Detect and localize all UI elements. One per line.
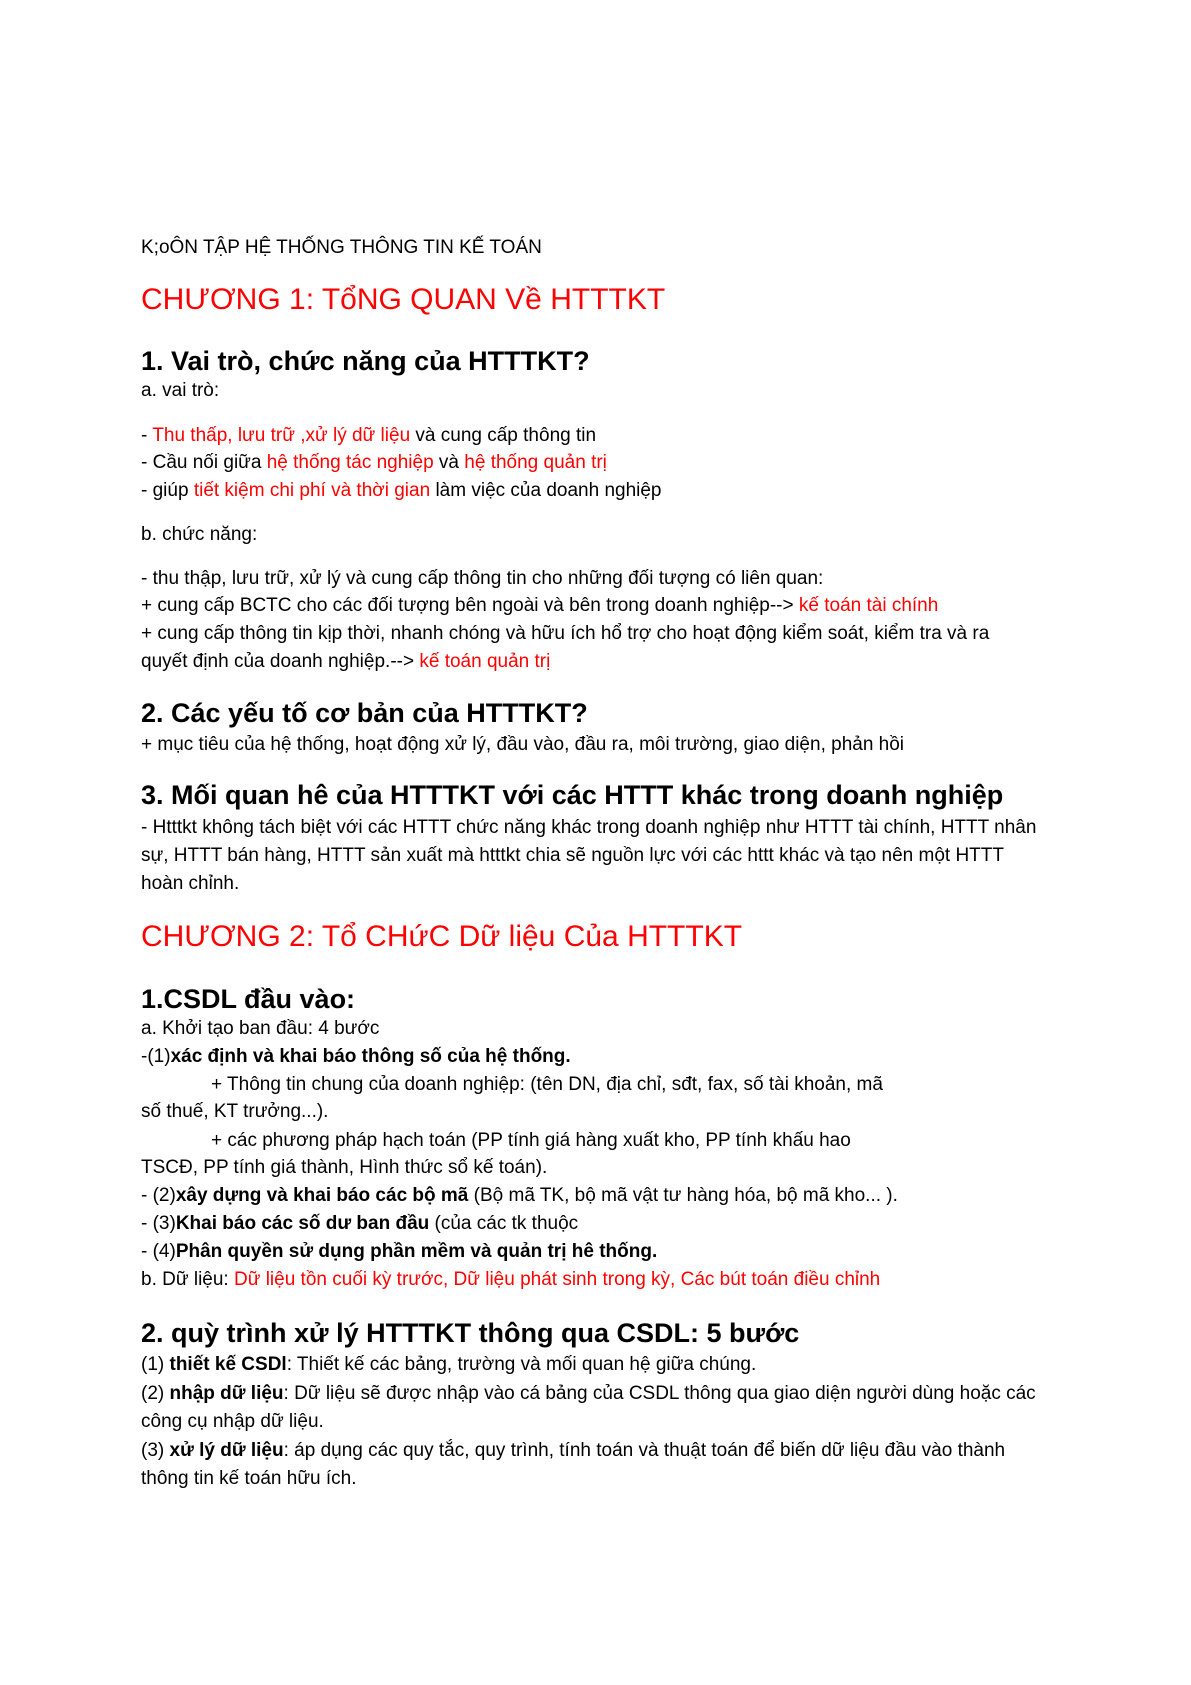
role-item-1: - Thu thấp, lưu trữ ,xử lý dữ liệu và cung cấp thông tin	[141, 425, 597, 446]
relation-line-2: sự, HTTT bán hàng, HTTT sản xuất mà htttkt chia sẽ nguồn lực với các httt khác và tạo nên một HTTT	[141, 845, 1004, 866]
role-label: a. vai trò:	[141, 380, 220, 401]
function-item-3-cont: quyết định của doanh nghiệp.--> kế toán quản trị	[141, 651, 551, 672]
init-step-1: -(1)xác định và khai báo thông số của hệ thống.	[141, 1046, 571, 1067]
init-step-4: - (4)Phân quyền sử dụng phần mềm và quản trị hê thống.	[141, 1241, 658, 1262]
function-item-2: + cung cấp BCTC cho các đối tượng bên ngoài và bên trong doanh nghiệp--> kế toán tài chính	[141, 595, 939, 616]
process-step-3: (3) xử lý dữ liệu: áp dụng các quy tắc, quy trình, tính toán và thuật toán để biến dữ liệu đầu vào thành	[141, 1440, 1006, 1461]
process-step-2: (2) nhập dữ liệu: Dữ liệu sẽ được nhập vào cá bảng của CSDL thông qua giao diện người dùng hoặc các	[141, 1383, 1036, 1404]
process-step-2-cont: công cụ nhập dữ liệu.	[141, 1411, 324, 1432]
section-2-1-heading: 1.CSDL đầu vào:	[141, 984, 356, 1014]
data-types-line: b. Dữ liệu: Dữ liệu tồn cuối kỳ trước, Dữ liệu phát sinh trong kỳ, Các bút toán điều chỉnh	[141, 1269, 881, 1290]
init-step-1-detail-b: + các phương pháp hạch toán (PP tính giá hàng xuất kho, PP tính khấu hao	[211, 1130, 851, 1151]
section-1-2-heading: 2. Các yếu tố cơ bản của HTTTKT?	[141, 698, 588, 728]
init-step-3: - (3)Khai báo các số dư ban đầu (của các tk thuộc	[141, 1213, 579, 1234]
process-step-1: (1) thiết kế CSDl: Thiết kế các bảng, trường và mối quan hệ giữa chúng.	[141, 1354, 757, 1375]
init-step-1-detail-a-cont: số thuế, KT trưởng...).	[141, 1101, 329, 1122]
chapter-2-title: CHƯƠNG 2: Tổ CHứC Dữ liệu Của HTTTKT	[141, 920, 743, 953]
init-step-1-detail-a: + Thông tin chung của doanh nghiệp: (tên DN, địa chỉ, sđt, fax, số tài khoản, mã	[211, 1074, 883, 1095]
section-2-2-heading: 2. quỳ trình xử lý HTTTKT thông qua CSDL: 5 bước	[141, 1318, 800, 1348]
process-step-3-cont: thông tin kế toán hữu ích.	[141, 1468, 357, 1489]
function-item-1: - thu thập, lưu trữ, xử lý và cung cấp thông tin cho những đối tượng có liên quan:	[141, 568, 824, 589]
function-label: b. chức năng:	[141, 524, 258, 545]
relation-line-1: - Htttkt không tách biệt với các HTTT chức năng khác trong doanh nghiệp như HTTT tài chính, HTTT nhân	[141, 817, 1037, 838]
chapter-1-title: CHƯƠNG 1: TổNG QUAN Về HTTTKT	[141, 283, 666, 316]
role-item-2: - Cầu nối giữa hệ thống tác nghiệp và hệ thống quản trị	[141, 452, 607, 473]
section-1-3-heading: 3. Mối quan hê của HTTTKT với các HTTT khác trong doanh nghiệp	[141, 780, 1004, 810]
function-item-3: + cung cấp thông tin kịp thời, nhanh chóng và hữu ích hổ trợ cho hoạt động kiểm soát, kiểm tra và ra	[141, 623, 990, 644]
relation-line-3: hoàn chỉnh.	[141, 873, 240, 894]
init-label: a. Khởi tạo ban đầu: 4 bước	[141, 1018, 380, 1039]
init-step-1-detail-b-cont: TSCĐ, PP tính giá thành, Hình thức sổ kế toán).	[141, 1157, 548, 1178]
basic-elements-line: + mục tiêu của hệ thống, hoạt động xử lý, đầu vào, đầu ra, môi trường, giao diện, phản hồi	[141, 734, 905, 755]
role-item-3: - giúp tiết kiệm chi phí và thời gian làm việc của doanh nghiệp	[141, 480, 662, 501]
init-step-2: - (2)xây dựng và khai báo các bộ mã (Bộ mã TK, bộ mã vật tư hàng hóa, bộ mã kho... ).	[141, 1185, 898, 1206]
document-title: K;oÔN TẬP HỆ THỐNG THÔNG TIN KẾ TOÁN	[141, 237, 542, 258]
section-1-1-heading: 1. Vai trò, chức năng của HTTTKT?	[141, 346, 590, 376]
